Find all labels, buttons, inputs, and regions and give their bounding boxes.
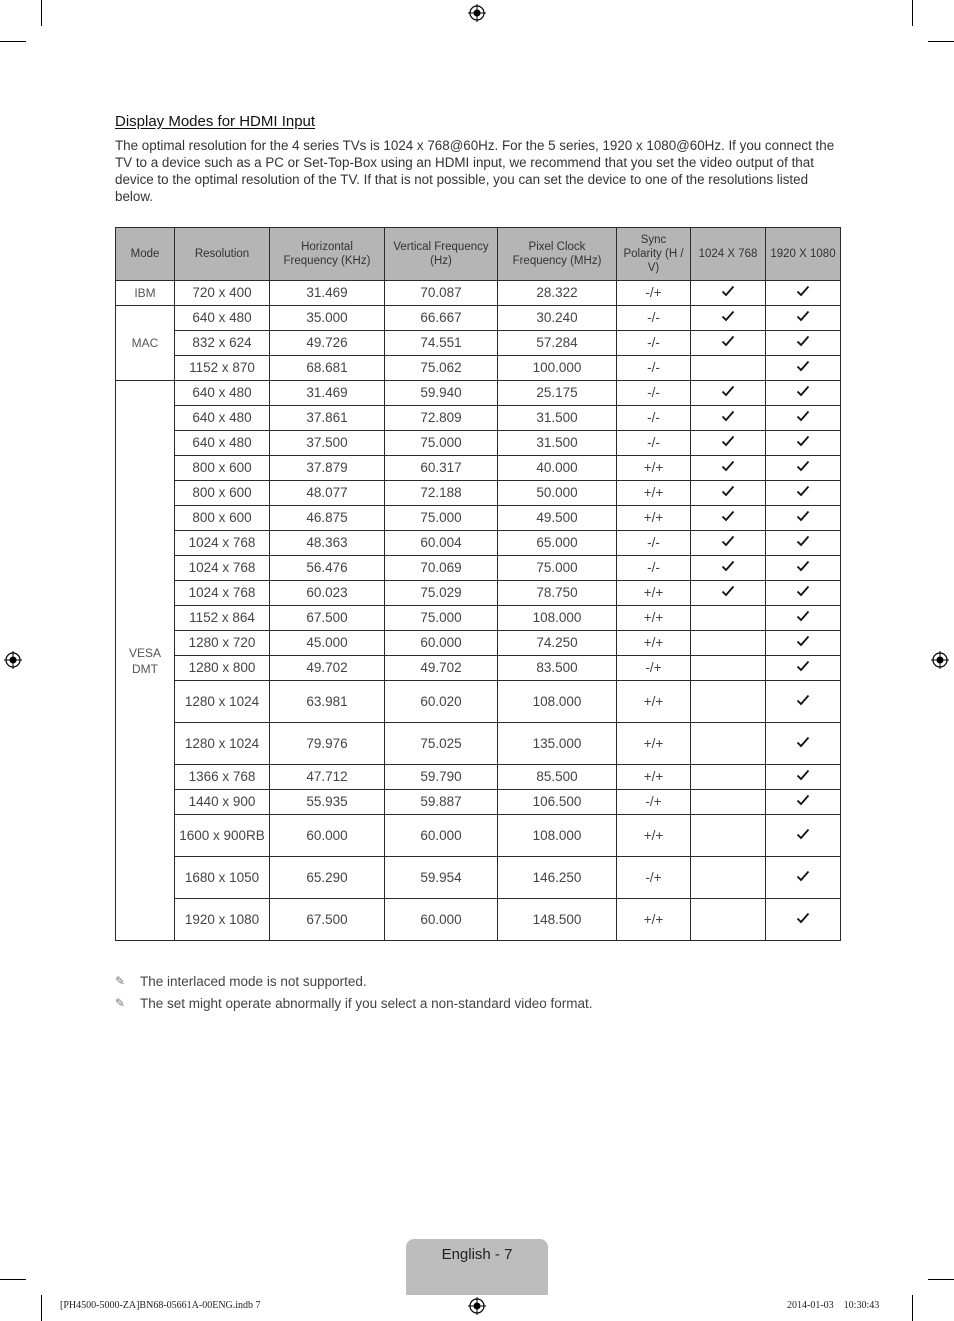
resolution-cell: 1024 x 768 <box>175 556 270 581</box>
column-header: Mode <box>116 228 175 281</box>
hfreq-cell: 47.712 <box>270 765 385 790</box>
sync-polarity-cell: -/+ <box>617 656 691 681</box>
table-row <box>116 406 841 431</box>
sync-polarity-cell: +/+ <box>617 631 691 656</box>
table-row <box>116 857 841 899</box>
support-1024-cell <box>691 681 766 723</box>
hfreq-cell: 37.500 <box>270 431 385 456</box>
crop-mark <box>41 0 42 26</box>
column-header: Sync Polarity (H / V) <box>617 228 691 281</box>
support-1920-cell <box>766 556 841 581</box>
note-text: The interlaced mode is not supported. <box>140 973 367 989</box>
vfreq-cell: 75.000 <box>385 606 498 631</box>
vfreq-cell: 59.790 <box>385 765 498 790</box>
hfreq-cell: 63.981 <box>270 681 385 723</box>
resolution-cell: 640 x 480 <box>175 431 270 456</box>
sync-polarity-cell: +/+ <box>617 723 691 765</box>
checkmark-icon <box>721 410 735 422</box>
pixel-clock-cell: 78.750 <box>498 581 617 606</box>
registration-mark-icon <box>468 1297 486 1315</box>
pixel-clock-cell: 49.500 <box>498 506 617 531</box>
checkmark-icon <box>721 285 735 297</box>
pixel-clock-cell: 30.240 <box>498 306 617 331</box>
sync-polarity-cell: +/+ <box>617 481 691 506</box>
vfreq-cell: 75.000 <box>385 506 498 531</box>
table-row <box>116 506 841 531</box>
support-1024-cell <box>691 281 766 306</box>
support-1920-cell <box>766 531 841 556</box>
pixel-clock-cell: 74.250 <box>498 631 617 656</box>
vfreq-cell: 60.000 <box>385 631 498 656</box>
checkmark-icon <box>796 410 810 422</box>
checkmark-icon <box>796 485 810 497</box>
hfreq-cell: 55.935 <box>270 790 385 815</box>
vfreq-cell: 75.029 <box>385 581 498 606</box>
table-row <box>116 531 841 556</box>
vfreq-cell: 60.000 <box>385 899 498 941</box>
sync-polarity-cell: -/- <box>617 356 691 381</box>
support-1920-cell <box>766 306 841 331</box>
table-row <box>116 306 841 331</box>
support-1024-cell <box>691 456 766 481</box>
column-header: Horizontal Frequency (KHz) <box>270 228 385 281</box>
checkmark-icon <box>796 360 810 372</box>
table-row <box>116 681 841 723</box>
column-header: 1024 X 768 <box>691 228 766 281</box>
sync-polarity-cell: -/+ <box>617 857 691 899</box>
sync-polarity-cell: -/+ <box>617 281 691 306</box>
support-1024-cell <box>691 656 766 681</box>
checkmark-icon <box>796 635 810 647</box>
support-1920-cell <box>766 681 841 723</box>
support-1024-cell <box>691 581 766 606</box>
support-1920-cell <box>766 356 841 381</box>
vfreq-cell: 75.000 <box>385 431 498 456</box>
support-1920-cell <box>766 456 841 481</box>
table-row <box>116 431 841 456</box>
hfreq-cell: 49.726 <box>270 331 385 356</box>
resolution-cell: 1920 x 1080 <box>175 899 270 941</box>
checkmark-icon <box>796 310 810 322</box>
checkmark-icon <box>796 610 810 622</box>
sync-polarity-cell: -/- <box>617 306 691 331</box>
table-row <box>116 631 841 656</box>
crop-mark <box>0 41 26 42</box>
footer-file-info: [PH4500-5000-ZA]BN68-05661A-00ENG.indb 7 <box>60 1300 261 1311</box>
support-1024-cell <box>691 506 766 531</box>
hfreq-cell: 60.000 <box>270 815 385 857</box>
pixel-clock-cell: 85.500 <box>498 765 617 790</box>
resolution-cell: 800 x 600 <box>175 506 270 531</box>
sync-polarity-cell: +/+ <box>617 765 691 790</box>
intro-paragraph: The optimal resolution for the 4 series TVs is 1024 x 768@60Hz. For the 5 series, 1920 x 1080@60Hz. If you connect the TV to a device such as a PC or Set-Top-Box using an HDMI input, we recommend that you set the video output of that device to the optimal resolution of the TV. If that is not possible, you can set the device to one of the resolutions listed below. <box>115 138 835 204</box>
pixel-clock-cell: 57.284 <box>498 331 617 356</box>
checkmark-icon <box>796 535 810 547</box>
checkmark-icon <box>721 585 735 597</box>
table-row <box>116 556 841 581</box>
vfreq-cell: 59.940 <box>385 381 498 406</box>
support-1920-cell <box>766 381 841 406</box>
table-row <box>116 723 841 765</box>
support-1920-cell <box>766 431 841 456</box>
checkmark-icon <box>721 310 735 322</box>
sync-polarity-cell: -/- <box>617 431 691 456</box>
sync-polarity-cell: -/- <box>617 406 691 431</box>
checkmark-icon <box>721 385 735 397</box>
table-row <box>116 481 841 506</box>
vfreq-cell: 60.004 <box>385 531 498 556</box>
hfreq-cell: 37.879 <box>270 456 385 481</box>
note-item <box>115 992 593 1014</box>
table-row <box>116 581 841 606</box>
support-1024-cell <box>691 899 766 941</box>
checkmark-icon <box>796 585 810 597</box>
hfreq-cell: 60.023 <box>270 581 385 606</box>
table-row <box>116 281 841 306</box>
crop-mark <box>912 1295 913 1321</box>
resolution-cell: 1280 x 800 <box>175 656 270 681</box>
footer-timestamp: 2014-01-03 10:30:43 <box>787 1300 880 1311</box>
hfreq-cell: 65.290 <box>270 857 385 899</box>
support-1920-cell <box>766 406 841 431</box>
hfreq-cell: 56.476 <box>270 556 385 581</box>
resolution-cell: 832 x 624 <box>175 331 270 356</box>
support-1920-cell <box>766 631 841 656</box>
sync-polarity-cell: -/- <box>617 331 691 356</box>
hfreq-cell: 48.363 <box>270 531 385 556</box>
hfreq-cell: 67.500 <box>270 899 385 941</box>
pixel-clock-cell: 40.000 <box>498 456 617 481</box>
hfreq-cell: 45.000 <box>270 631 385 656</box>
checkmark-icon <box>796 912 810 924</box>
sync-polarity-cell: -/- <box>617 556 691 581</box>
checkmark-icon <box>796 510 810 522</box>
vfreq-cell: 72.809 <box>385 406 498 431</box>
support-1920-cell <box>766 790 841 815</box>
table-row <box>116 331 841 356</box>
crop-mark <box>912 0 913 26</box>
vfreq-cell: 59.887 <box>385 790 498 815</box>
resolution-cell: 1152 x 864 <box>175 606 270 631</box>
table-row <box>116 899 841 941</box>
checkmark-icon <box>796 694 810 706</box>
crop-mark <box>0 1279 26 1280</box>
resolution-cell: 1440 x 900 <box>175 790 270 815</box>
pixel-clock-cell: 65.000 <box>498 531 617 556</box>
mode-cell: IBM <box>116 281 175 306</box>
display-modes-table <box>115 227 841 941</box>
vfreq-cell: 59.954 <box>385 857 498 899</box>
support-1024-cell <box>691 723 766 765</box>
support-1920-cell <box>766 656 841 681</box>
checkmark-icon <box>721 335 735 347</box>
hfreq-cell: 67.500 <box>270 606 385 631</box>
pixel-clock-cell: 100.000 <box>498 356 617 381</box>
sync-polarity-cell: -/- <box>617 381 691 406</box>
pixel-clock-cell: 148.500 <box>498 899 617 941</box>
pixel-clock-cell: 28.322 <box>498 281 617 306</box>
hfreq-cell: 46.875 <box>270 506 385 531</box>
checkmark-icon <box>721 560 735 572</box>
vfreq-cell: 72.188 <box>385 481 498 506</box>
support-1024-cell <box>691 765 766 790</box>
support-1920-cell <box>766 606 841 631</box>
pixel-clock-cell: 108.000 <box>498 681 617 723</box>
resolution-cell: 640 x 480 <box>175 381 270 406</box>
vfreq-cell: 75.025 <box>385 723 498 765</box>
vfreq-cell: 49.702 <box>385 656 498 681</box>
resolution-cell: 720 x 400 <box>175 281 270 306</box>
table-row <box>116 656 841 681</box>
hfreq-cell: 49.702 <box>270 656 385 681</box>
checkmark-icon <box>796 560 810 572</box>
pixel-clock-cell: 25.175 <box>498 381 617 406</box>
sync-polarity-cell: +/+ <box>617 456 691 481</box>
sync-polarity-cell: +/+ <box>617 899 691 941</box>
support-1920-cell <box>766 506 841 531</box>
support-1920-cell <box>766 331 841 356</box>
hfreq-cell: 79.976 <box>270 723 385 765</box>
vfreq-cell: 74.551 <box>385 331 498 356</box>
column-header: Resolution <box>175 228 270 281</box>
sync-polarity-cell: +/+ <box>617 815 691 857</box>
checkmark-icon <box>796 828 810 840</box>
support-1024-cell <box>691 556 766 581</box>
pixel-clock-cell: 50.000 <box>498 481 617 506</box>
registration-mark-icon <box>931 651 949 669</box>
page-label: English - 7 <box>441 1246 513 1263</box>
resolution-cell: 1680 x 1050 <box>175 857 270 899</box>
checkmark-icon <box>796 460 810 472</box>
resolution-cell: 1280 x 1024 <box>175 681 270 723</box>
pencil-note-icon: ✎ <box>115 996 126 1010</box>
resolution-cell: 640 x 480 <box>175 306 270 331</box>
registration-mark-icon <box>4 651 22 669</box>
resolution-cell: 800 x 600 <box>175 481 270 506</box>
resolution-cell: 1152 x 870 <box>175 356 270 381</box>
note-item <box>115 970 593 992</box>
support-1920-cell <box>766 281 841 306</box>
checkmark-icon <box>796 285 810 297</box>
support-1920-cell <box>766 815 841 857</box>
support-1024-cell <box>691 857 766 899</box>
resolution-cell: 1280 x 1024 <box>175 723 270 765</box>
resolution-cell: 800 x 600 <box>175 456 270 481</box>
crop-mark <box>928 41 954 42</box>
checkmark-icon <box>721 510 735 522</box>
sync-polarity-cell: -/+ <box>617 790 691 815</box>
hfreq-cell: 35.000 <box>270 306 385 331</box>
support-1024-cell <box>691 531 766 556</box>
support-1024-cell <box>691 431 766 456</box>
table-row <box>116 790 841 815</box>
resolution-cell: 640 x 480 <box>175 406 270 431</box>
support-1024-cell <box>691 406 766 431</box>
pixel-clock-cell: 146.250 <box>498 857 617 899</box>
sync-polarity-cell: +/+ <box>617 606 691 631</box>
pixel-clock-cell: 106.500 <box>498 790 617 815</box>
hfreq-cell: 48.077 <box>270 481 385 506</box>
resolution-cell: 1600 x 900RB <box>175 815 270 857</box>
checkmark-icon <box>796 736 810 748</box>
support-1024-cell <box>691 606 766 631</box>
table-header-row <box>116 228 841 281</box>
table-row <box>116 815 841 857</box>
resolution-cell: 1366 x 768 <box>175 765 270 790</box>
support-1024-cell <box>691 306 766 331</box>
support-1024-cell <box>691 631 766 656</box>
registration-mark-icon <box>468 4 486 22</box>
vfreq-cell: 60.000 <box>385 815 498 857</box>
column-header: Vertical Frequency (Hz) <box>385 228 498 281</box>
checkmark-icon <box>721 535 735 547</box>
note-text: The set might operate abnormally if you select a non-standard video format. <box>140 995 593 1011</box>
checkmark-icon <box>721 460 735 472</box>
resolution-cell: 1280 x 720 <box>175 631 270 656</box>
sync-polarity-cell: +/+ <box>617 681 691 723</box>
pixel-clock-cell: 31.500 <box>498 431 617 456</box>
vfreq-cell: 70.087 <box>385 281 498 306</box>
checkmark-icon <box>721 485 735 497</box>
support-1024-cell <box>691 790 766 815</box>
table-row <box>116 356 841 381</box>
sync-polarity-cell: +/+ <box>617 506 691 531</box>
checkmark-icon <box>796 335 810 347</box>
support-1920-cell <box>766 581 841 606</box>
vfreq-cell: 60.317 <box>385 456 498 481</box>
hfreq-cell: 31.469 <box>270 381 385 406</box>
pixel-clock-cell: 135.000 <box>498 723 617 765</box>
pixel-clock-cell: 75.000 <box>498 556 617 581</box>
checkmark-icon <box>796 769 810 781</box>
sync-polarity-cell: +/+ <box>617 581 691 606</box>
hfreq-cell: 31.469 <box>270 281 385 306</box>
vfreq-cell: 70.069 <box>385 556 498 581</box>
checkmark-icon <box>796 435 810 447</box>
resolution-cell: 1024 x 768 <box>175 581 270 606</box>
table-row <box>116 606 841 631</box>
support-1920-cell <box>766 723 841 765</box>
support-1024-cell <box>691 815 766 857</box>
table-body <box>116 281 841 941</box>
table-row <box>116 765 841 790</box>
crop-mark <box>928 1279 954 1280</box>
support-1024-cell <box>691 356 766 381</box>
checkmark-icon <box>796 870 810 882</box>
section-title: Display Modes for HDMI Input <box>115 113 316 130</box>
column-header: 1920 X 1080 <box>766 228 841 281</box>
vfreq-cell: 66.667 <box>385 306 498 331</box>
support-1920-cell <box>766 899 841 941</box>
checkmark-icon <box>796 385 810 397</box>
support-1024-cell <box>691 381 766 406</box>
pencil-note-icon: ✎ <box>115 974 126 988</box>
checkmark-icon <box>796 660 810 672</box>
column-header: Pixel Clock Frequency (MHz) <box>498 228 617 281</box>
sync-polarity-cell: -/- <box>617 531 691 556</box>
support-1920-cell <box>766 481 841 506</box>
pixel-clock-cell: 108.000 <box>498 815 617 857</box>
support-1024-cell <box>691 331 766 356</box>
vfreq-cell: 60.020 <box>385 681 498 723</box>
page-number-tab <box>406 1239 548 1295</box>
table-row <box>116 381 841 406</box>
pixel-clock-cell: 108.000 <box>498 606 617 631</box>
checkmark-icon <box>721 435 735 447</box>
hfreq-cell: 68.681 <box>270 356 385 381</box>
table-row <box>116 456 841 481</box>
support-1920-cell <box>766 857 841 899</box>
mode-cell: VESA DMT <box>116 381 175 941</box>
notes-list <box>115 970 593 1014</box>
pixel-clock-cell: 31.500 <box>498 406 617 431</box>
mode-cell: MAC <box>116 306 175 381</box>
checkmark-icon <box>796 794 810 806</box>
resolution-cell: 1024 x 768 <box>175 531 270 556</box>
pixel-clock-cell: 83.500 <box>498 656 617 681</box>
support-1920-cell <box>766 765 841 790</box>
support-1024-cell <box>691 481 766 506</box>
hfreq-cell: 37.861 <box>270 406 385 431</box>
crop-mark <box>41 1295 42 1321</box>
vfreq-cell: 75.062 <box>385 356 498 381</box>
